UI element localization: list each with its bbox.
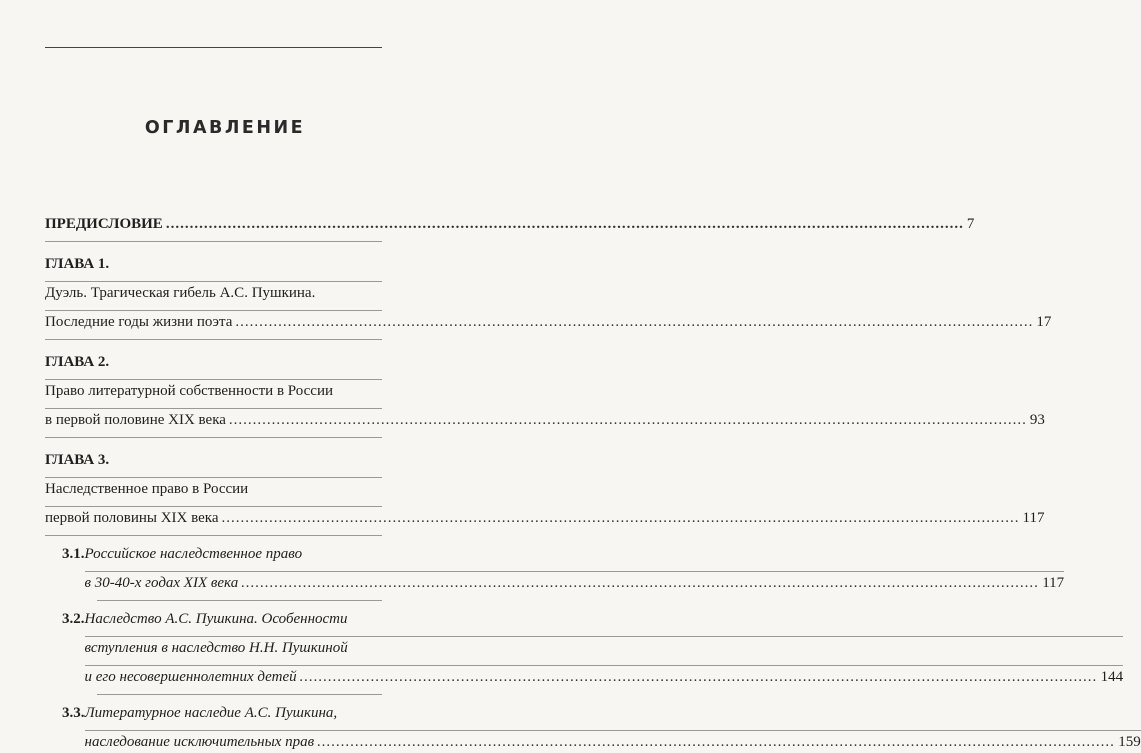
chapter-title-last-line [45,507,1045,529]
chapter-title-text: первой половины XIX века [45,510,219,526]
section-number: 3.3. [62,705,85,721]
dot-leader [235,311,1033,333]
page-title: ОГЛАВЛЕНИЕ [144,118,306,138]
dot-leader [229,409,1027,431]
dot-leader [300,666,1098,688]
toc-entry-chapter-3[interactable] [45,449,1045,536]
dot-leader [222,507,1020,529]
toc-entry-chapter-1[interactable] [45,253,1052,340]
page-number: 17 [1036,314,1052,330]
chapter-heading: ГЛАВА 2. [45,354,110,370]
page-number: 93 [1029,412,1045,428]
dot-leader [166,213,964,235]
table-of-contents [45,213,1141,753]
section-title-line: вступления в наследство Н.Н. Пушкиной [84,640,348,656]
toc-entry-section-3-1[interactable] [45,543,1065,594]
section-title-text: наследование исключительных прав [84,734,315,750]
page-number: 117 [1042,575,1065,591]
chapter-title-last-line [45,409,1045,431]
page-number: 7 [966,216,975,232]
toc-entry-chapter-2[interactable] [45,351,1045,438]
chapter-title-line: Наследственное право в России [45,481,249,497]
dot-leader [317,731,1115,753]
divider [97,694,382,695]
divider [45,535,382,536]
dot-leader [241,572,1039,594]
toc-entry-preface[interactable] [45,213,975,235]
preface-label: ПРЕДИСЛОВИЕ [45,216,163,232]
chapter-title-line: Право литературной собственности в России [45,383,333,399]
chapter-title-text: Последние годы жизни поэта [45,314,233,330]
section-number: 3.2. [62,611,85,627]
section-title-last-line [85,731,1141,753]
chapter-heading: ГЛАВА 3. [45,452,110,468]
section-title-text: в 30-40-х годах XIX века [84,575,239,591]
page-number: 117 [1022,510,1045,526]
section-title-line: Литературное наследие А.С. Пушкина, [84,705,338,721]
page-number: 144 [1100,669,1124,685]
toc-entry-section-3-2[interactable] [45,608,1124,688]
section-title-last-line [85,572,1065,594]
toc-entry-section-3-3[interactable] [45,702,1141,753]
page-number: 159 [1118,734,1141,750]
chapter-heading: ГЛАВА 1. [45,256,110,272]
divider [97,600,382,601]
section-title-line: Наследство А.С. Пушкина. Особенности [84,611,348,627]
chapter-title-line: Дуэль. Трагическая гибель А.С. Пушкина. [45,285,316,301]
chapter-title-last-line [45,311,1052,333]
section-title-text: и его несовершеннолетних детей [84,669,297,685]
section-number: 3.1. [62,546,85,562]
top-rule [45,47,382,48]
section-title-last-line [85,666,1124,688]
chapter-title-text: в первой половине XIX века [45,412,226,428]
section-title-line: Российское наследственное право [84,546,303,562]
